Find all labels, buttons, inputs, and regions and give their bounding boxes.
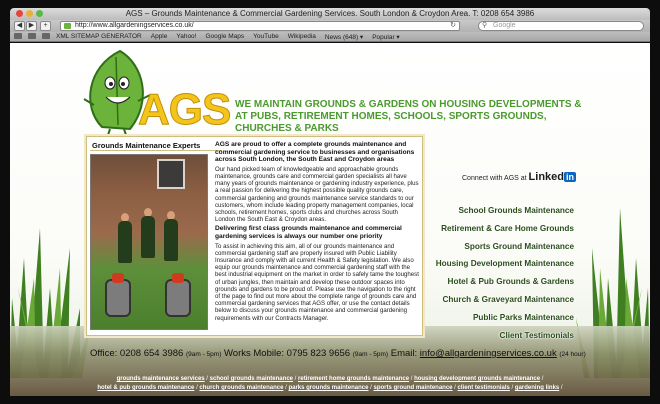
email-link[interactable]: info@allgardeningservices.co.uk [419,348,557,359]
intro-paragraph: To assist in achieving this aim, all of our grounds maintenance and commercial gardening staff are properly insured with Public Liability Insurance and comply with all current Health & Safety legislation. We also equip our grounds maintenance and commercial gardening staff with the best industrial equipment on the market in order to safely tame the toughest of urban jungles, then maintain and develop these outdoor spaces into grounds and gardens to be proud of. Please use the navigation to the right of the page to find out more about the complete range of grounds care and commercial gardening services that AGS offer, or use the contact details below to discuss your grounds maintenance and commercial gardening requirements with our Contracts Manager. [215,242,419,322]
lawn-mower [105,279,131,317]
address-bar[interactable] [60,21,460,31]
footer-link[interactable]: hotel & pub grounds maintenance [97,385,195,391]
reload-icon[interactable]: ↻ [450,22,456,29]
office-hours: (9am - 5pm) [185,351,222,358]
nav-church-graveyard[interactable]: Church & Graveyard Maintenance [442,294,574,304]
nav-retirement-care-homes[interactable]: Retirement & Care Home Grounds [441,223,574,233]
nav-sports-ground[interactable]: Sports Ground Maintenance [464,241,574,251]
web-page [10,43,650,396]
linkedin-prefix: Connect with AGS at [462,175,527,182]
back-button[interactable]: ◀ [14,21,25,31]
footer-link[interactable]: housing development grounds maintenance [414,376,541,382]
bookmark-item[interactable]: News (648) ▾ [324,34,364,41]
browser-toolbar [10,20,650,32]
office-phone: Office: 0208 654 3986 [90,348,184,359]
intro-content-box [86,136,423,336]
nav-client-testimonials[interactable]: Client Testimonials [499,330,574,340]
bookmarks-book-icon[interactable] [28,33,36,39]
nav-hotel-pub[interactable]: Hotel & Pub Grounds & Gardens [447,277,574,287]
services-nav [436,206,574,348]
content-box-title: Grounds Maintenance Experts [90,139,222,151]
forward-button[interactable]: ▶ [26,21,37,31]
footer-link[interactable]: grounds maintenance services [116,376,205,382]
footer-link[interactable]: gardening links [514,385,560,391]
bookmark-item[interactable]: Yahoo! [176,33,197,40]
nav-public-parks[interactable]: Public Parks Maintenance [472,312,574,322]
intro-text [215,141,419,324]
bookmark-item[interactable]: YouTube [253,33,279,40]
bookmark-item[interactable]: Wikipedia [287,33,316,40]
linkedin-icon: in [566,172,574,182]
logo-wordmark: AGS [138,85,231,134]
search-placeholder: Google [493,22,516,29]
footer-links [70,375,590,393]
header-tagline: WE MAINTAIN GROUNDS & GARDENS ON HOUSING DEVELOPMENTS & AT PUBS, RETIREMENT HOMES, SCHOOLS, SPORTS GROUNDS, CHURCHES & PARKS [235,99,582,134]
footer-link[interactable]: sports ground maintenance [373,385,453,391]
mobile-hours: (9am - 5pm) [352,351,389,358]
add-bookmark-button[interactable]: + [40,21,51,31]
building-window [157,159,185,189]
lawn-mower [165,279,191,317]
intro-paragraph: Our hand picked team of knowledgeable and approachable grounds maintenance, grounds care and commercial garden specialists all have many years of grounds maintenance or gardening industry experience, plus a real passion for delivering the highest possible quality grounds care, commercial gardening and grounds maintenance service standards to our customers, whom include leading property management companies, local schools, retirement homes, sports clubs and churches across South London the South East & Croydon areas. [215,165,419,224]
footer-line: grounds maintenance services / school grounds maintenance / retirement home grounds maintenance / housing development grounds maintenance / [116,376,544,382]
bookmark-list [56,33,400,41]
footer-link[interactable]: church grounds maintenance [199,385,284,391]
team-photo [90,154,208,330]
staff-person [118,221,132,263]
window-title: AGS – Grounds Maintenance & Commercial Gardening Services. South London & Croydon Area. T: 0208 654 3986 [125,9,535,18]
intro-subheading: Delivering first class grounds maintenance and commercial gardening services is always our number one priority [215,225,402,240]
footer-link[interactable]: school grounds maintenance [209,376,293,382]
contact-details [90,348,586,359]
bookmark-item[interactable]: XML SITEMAP GENERATOR [56,33,142,40]
site-favicon-icon [64,23,71,29]
linkedin-brand: Linked [528,171,564,183]
footer-link[interactable]: retirement home grounds maintenance [298,376,410,382]
address-url: http://www.allgardeningservices.co.uk/ [75,22,194,29]
email-hours: (24 hour) [559,351,586,358]
linkedin-link[interactable] [462,171,576,183]
staff-person [141,216,155,258]
reading-list-icon[interactable] [14,33,22,39]
nav-school-grounds[interactable]: School Grounds Maintenance [458,206,574,215]
intro-lead: AGS are proud to offer a complete grounds maintenance and commercial gardening service to businesses and organisations across South London, the South East and Croydon areas [215,141,415,164]
bookmarks-bar [10,32,650,42]
bookmark-item[interactable]: Apple [150,33,168,40]
footer-link[interactable]: client testimonials [457,385,510,391]
footer-line: hotel & pub grounds maintenance / church grounds maintenance / parks grounds maintenance / sports ground maintenance / client testimonials / gardening links / [97,385,563,391]
footer-link[interactable]: parks grounds maintenance [288,385,369,391]
mobile-phone: Works Mobile: 0795 823 9656 [224,348,351,359]
search-icon: ⚲ [482,22,488,29]
email-label: Email: [390,348,418,359]
search-input[interactable] [478,21,644,31]
nav-housing-development[interactable]: Housing Development Maintenance [435,259,574,269]
title-bar [10,8,650,20]
staff-person [164,219,178,261]
bookmark-item[interactable]: Popular ▾ [372,34,400,41]
bookmark-item[interactable]: Google Maps [205,33,245,40]
bookmark-tools [14,33,50,39]
top-sites-grid-icon[interactable] [42,33,50,39]
